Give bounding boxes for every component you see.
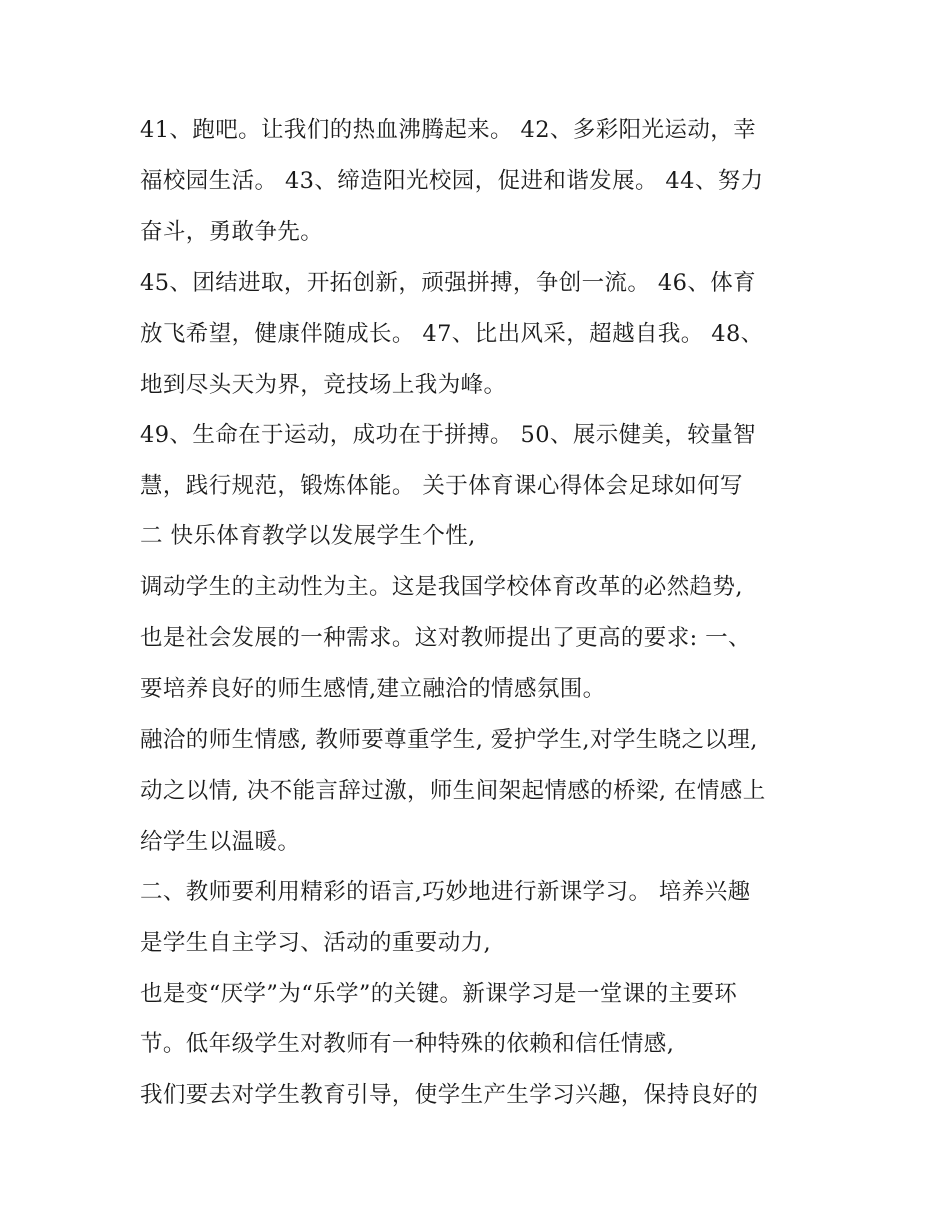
text-line: 放飞希望，健康伴随成长。 47、比出风采，超越自我。 48、	[140, 321, 764, 347]
text-line: 节。低年级学生对教师有一种特殊的依赖和信任情感,	[140, 1031, 675, 1057]
text-line: 动之以情, 决不能言辞过激，师生间架起情感的桥梁, 在情感上	[140, 778, 766, 804]
text-line: 也是社会发展的一种需求。这对教师提出了更高的要求: 一、	[140, 625, 751, 651]
text-line: 是学生自主学习、活动的重要动力,	[140, 930, 492, 956]
text-line: 调动学生的主动性为主。这是我国学校体育改革的必然趋势,	[140, 574, 743, 600]
text-line: 45、团结进取，开拓创新，顽强拼搏，争创一流。 46、体育	[140, 270, 757, 296]
text-line: 二、教师要利用精彩的语言,巧妙地进行新课学习。 培养兴趣	[140, 879, 751, 905]
text-line: 41、跑吧。让我们的热血沸腾起来。 42、多彩阳光运动，幸	[140, 117, 757, 143]
text-line: 我们要去对学生教育引导，使学生产生学习兴趣，保持良好的	[140, 1082, 759, 1108]
text-line: 奋斗，勇敢争先。	[140, 219, 324, 245]
text-line: 地到尽头天为界，竞技场上我为峰。	[140, 372, 507, 398]
text-line: 也是变“厌学”为“乐学”的关键。新课学习是一堂课的主要环	[140, 981, 738, 1007]
text-line: 要培养良好的师生感情,建立融洽的情感氛围。	[140, 676, 606, 702]
text-line: 二 快乐体育教学以发展学生个性,	[140, 523, 476, 549]
text-line: 福校园生活。 43、缔造阳光校园，促进和谐发展。 44、努力	[140, 168, 764, 194]
text-line: 49、生命在于运动，成功在于拼搏。 50、展示健美，较量智	[140, 422, 757, 448]
text-line: 融洽的师生情感, 教师要尊重学生, 爱护学生,对学生晓之以理,	[140, 727, 758, 753]
text-line: 给学生以温暖。	[140, 829, 301, 855]
text-line: 慧，践行规范，锻炼体能。 关于体育课心得体会足球如何写	[140, 473, 743, 499]
